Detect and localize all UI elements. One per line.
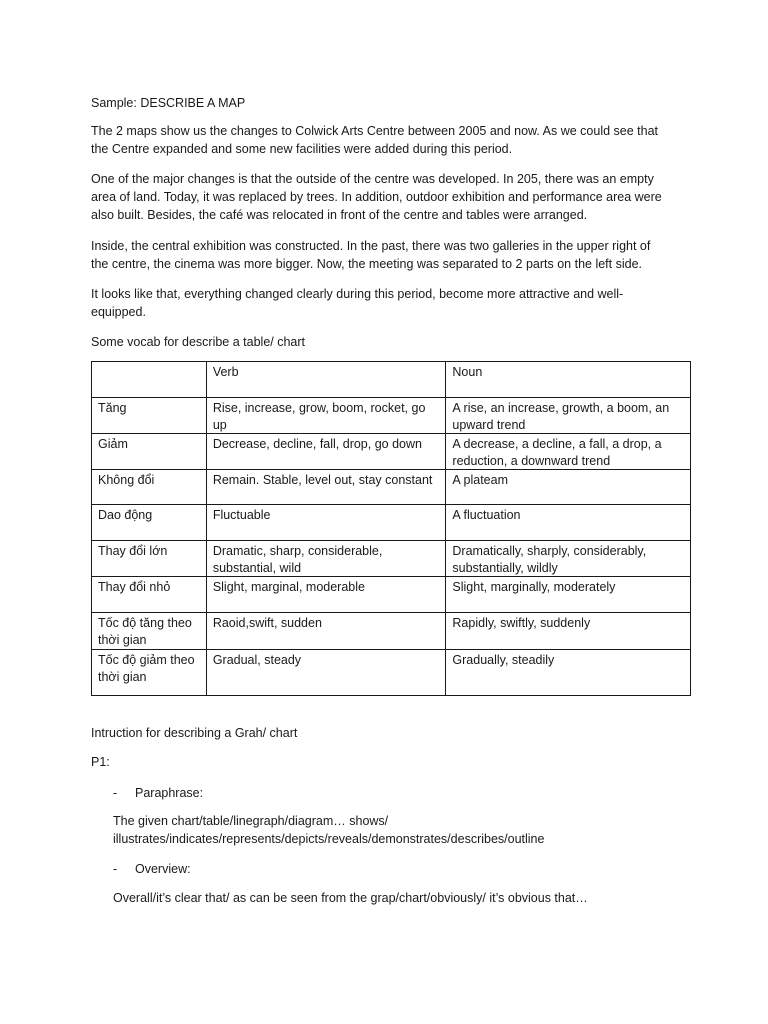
table-cell: Dao động [92, 505, 207, 541]
table-cell: Rapidly, swiftly, suddenly [446, 613, 691, 650]
table-cell: Gradually, steadily [446, 650, 691, 696]
table-cell: Slight, marginal, moderable [206, 577, 446, 613]
table-cell: Fluctuable [206, 505, 446, 541]
table-row [92, 505, 691, 541]
overview-text: Overall/it’s clear that/ as can be seen from the grap/chart/obviously/ it’s obvious that… [113, 891, 588, 905]
paraphrase-text: The given chart/table/linegraph/diagram… shows/ illustrates/indicates/represents/depicts/reveals/demonstrates/describes/outline [113, 814, 545, 846]
vocab-table [91, 361, 691, 696]
bullet-dash: - [113, 786, 118, 800]
table-cell: A plateam [446, 470, 691, 505]
table-cell: Remain. Stable, level out, stay constant [206, 470, 446, 505]
bullet-dash: - [113, 862, 118, 876]
table-cell: Raoid,swift, sudden [206, 613, 446, 650]
table-cell: Gradual, steady [206, 650, 446, 696]
table-header-cell: Verb [206, 362, 446, 398]
overview-label: Overview: [135, 862, 191, 876]
table-header-cell [92, 362, 207, 398]
table-header-row [92, 362, 691, 398]
table-cell: Dramatically, sharply, considerably, substantially, wildly [446, 541, 691, 577]
table-row [92, 398, 691, 434]
table-header-cell: Noun [446, 362, 691, 398]
table-row [92, 470, 691, 505]
table-row [92, 613, 691, 650]
table-cell: Tốc độ giảm theo thời gian [92, 650, 207, 696]
table-cell: Tốc độ tăng theo thời gian [92, 613, 207, 650]
table-cell: Decrease, decline, fall, drop, go down [206, 434, 446, 470]
table-row [92, 434, 691, 470]
table-cell: Không đổi [92, 470, 207, 505]
table-cell: Giảm [92, 434, 207, 470]
table-cell: Thay đổi nhỏ [92, 577, 207, 613]
paragraph-intro: The 2 maps show us the changes to Colwick Arts Centre between 2005 and now. As we could see that the Centre expanded and some new facilities were added during this period. [91, 124, 658, 156]
table-row [92, 650, 691, 696]
bullet-paraphrase [113, 784, 203, 802]
table-cell: Rise, increase, grow, boom, rocket, go up [206, 398, 446, 434]
table-cell: Thay đổi lớn [92, 541, 207, 577]
table-row [92, 541, 691, 577]
paragraph-outside-changes: One of the major changes is that the outside of the centre was developed. In 205, there was an empty area of land. Today, it was replaced by trees. In addition, outdoor exhibition and performance area were also built. Besides, the café was relocated in front of the centre and tables were arranged. [91, 172, 662, 222]
table-row [92, 577, 691, 613]
document-title: Sample: DESCRIBE A MAP [91, 96, 246, 110]
instruction-title: Intruction for describing a Grah/ chart [91, 726, 298, 740]
paragraph-conclusion: It looks like that, everything changed clearly during this period, become more attractive and well-equipped. [91, 287, 624, 319]
table-cell: Dramatic, sharp, considerable, substantial, wild [206, 541, 446, 577]
table-cell: A fluctuation [446, 505, 691, 541]
table-cell: A rise, an increase, growth, a boom, an upward trend [446, 398, 691, 434]
table-cell: Tăng [92, 398, 207, 434]
bullet-overview [113, 860, 191, 878]
table-cell: A decrease, a decline, a fall, a drop, a reduction, a downward trend [446, 434, 691, 470]
paraphrase-label: Paraphrase: [135, 786, 204, 800]
table-cell: Slight, marginally, moderately [446, 577, 691, 613]
paragraph-inside-changes: Inside, the central exhibition was constructed. In the past, there was two galleries in the upper right of the centre, the cinema was more bigger. Now, the meeting was separated to 2 parts on the left side. [91, 239, 651, 271]
vocab-intro: Some vocab for describe a table/ chart [91, 335, 306, 349]
p1-label: P1: [91, 755, 110, 769]
